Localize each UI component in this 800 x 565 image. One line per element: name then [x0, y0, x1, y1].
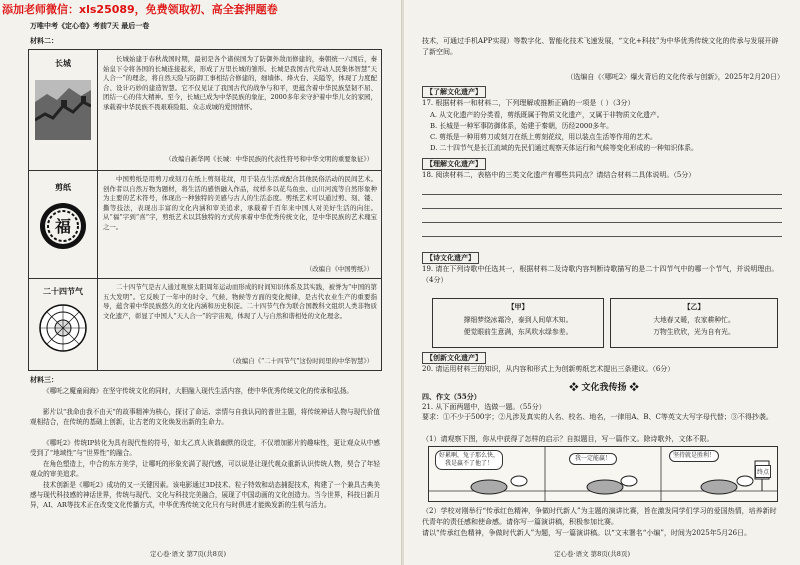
- material3-title: 材料三：: [30, 375, 58, 384]
- option-c: C. 剪纸是一种用剪刀或刻刀在纸上剪刻花纹，用以装点生活等作用的艺术。: [430, 133, 657, 141]
- section-tag: 【了解文化遗产】: [422, 86, 486, 98]
- question-21: 21. 从下面两题中，选做一题。（55分）: [422, 403, 546, 411]
- topic-2: （2）学校对刚举行“传承红色精神，争做时代新人”为主题的演讲比赛，旨在激发同学们学习的爱国热情，培养新时代青年的责任感和使命感。请你写一篇演讲稿，积极参加比赛。: [422, 507, 777, 526]
- table-row: [29, 278, 381, 370]
- poem-line: 撑细梦绕冰霜冷，泰到人间草木知。: [463, 316, 573, 324]
- section-tag: 【诗文化遗产】: [422, 252, 479, 264]
- writing-title: 四、作文（55分）: [422, 392, 481, 401]
- row-text: 二十四节气是古人通过观察太阳周年运动而形成的时间知识体系及其实践，被誉为“中国的第五大发明”。它反映了一年中的时令、气候、物候等方面的变化规律，是古代农业生产的重要指导，蕴含着中华民族悠久的文化内涵和历史积淀。二十四节气作为联合国教科文组织人类非物质文化遗产，彰显了中国人“天人合一”的宇宙观，体现了人与自然和谐相处的文化理念。: [103, 283, 377, 320]
- question-18: 18. 阅读材料二，表格中的三类文化遗产有哪些共同点？请结合材料二具体说明。（5分）: [422, 171, 696, 179]
- section-title: ❖ 文化我传扬 ❖: [569, 383, 639, 393]
- watermark-text: 添加老师微信：xls25089，免费领取初、高全套押题卷: [2, 3, 278, 16]
- option-a: A. 从文化遗产的分类看，剪纸既属于物质文化遗产，又属于非物质文化遗产。: [430, 111, 664, 119]
- poem-label: 【甲】: [507, 302, 529, 311]
- option-b: B. 长城是一种军事防御体系，始建于秦朝，历经2000多年。: [430, 122, 613, 130]
- writing-requirements: 要求：①不少于500字；②凡涉及真实的人名、校名、地名，一律用A、B、C等英文大写字母代替；③不得抄袭。: [422, 413, 773, 421]
- speech-bubble: 坚持就是胜利！: [669, 450, 719, 462]
- material3-paragraph: 《哪吒之魔童闹海》在坚守传统文化的同时，大胆融入现代生活内容，使中华优秀传统文化的传承和弘扬。: [43, 387, 353, 395]
- row-source: （改编自新华网《长城：中华民族的代表性符号和中华文明的重要象征》）: [165, 155, 373, 163]
- row-name: 长城: [55, 58, 71, 68]
- speech-bubble: 我一定能赢！: [569, 453, 617, 465]
- tortoise-hare-cartoon: [428, 446, 778, 502]
- page-footer: 定心卷·语文 第7页(共8页): [150, 550, 226, 558]
- section-tag: 【创新文化遗产】: [422, 352, 486, 364]
- material3-paragraph: 在角色塑造上，中合的东方美学，让哪吒的形象充满了现代感，可以说是让现代观众重新认识传统人物，契合了年轻观众的审美追求。: [30, 460, 380, 478]
- section-tag: 【理解文化遗产】: [422, 158, 486, 170]
- row-source: （改编自《中国剪纸》）: [305, 265, 373, 273]
- intro-source: （选编自《〈哪吒2〉爆火背后的文化传承与创新》，2025年2月20日）: [566, 73, 784, 81]
- row-source: （改编自《“二十四节气”这份时间里的中华智慧》）: [229, 357, 373, 365]
- row-name: 剪纸: [55, 182, 71, 192]
- table-row: [29, 50, 381, 171]
- material3-paragraph: 技术创新是《哪吒2》成功的又一关键因素。该电影通过3D技术、粒子特效和动态捕捉技术，构建了一个兼具古典美感与现代科技感的神话世界，传统与现代、文化与科技完美融合，展现了中国动画的文化创造力。当今世界，科技日新月异，AI、AR等技术正在改变文化传播方式，中华优秀传统文化只有与时俱进才能焕发新的生机与活力。: [30, 481, 380, 509]
- topic-2-instruction: 请以“传承红色精神，争做时代新人”为题，写一篇演讲稿。以“文末署名“小编”，时间为2025年5月26日。: [422, 529, 752, 537]
- page-header: 万唯中考《定心卷》考前7天 最后一卷: [30, 21, 150, 30]
- paper-cut-fu-image: [39, 202, 87, 250]
- poem-line: 万物生欣欣，光为自有光。: [653, 328, 735, 336]
- svg-text:福: 福: [54, 217, 72, 236]
- writing-section: [404, 380, 800, 565]
- material3-paragraph: 影片以“我命由我不由天”的故事精神为核心，探讨了命运、亲情与自我认同的普世主题，将传统神话人物与现代价值观相结合，在传统的基础上创新，让古老的文化焕发出新的生命力。: [30, 408, 380, 426]
- table-row: [29, 170, 381, 279]
- option-d: D. 二十四节气是长江流域的先民们通过观察天体运行和气候等变化形成的一种知识体系。: [430, 144, 698, 152]
- question-20: 20. 请运用材料三的知识，从内容和形式上为创新剪纸艺术提出三条建议。（6分）: [422, 365, 675, 373]
- material3-paragraph: 《哪吒2》传统IP转化为具有现代性的符号，如太乙真人诙谐幽默的设定，不仅增加影片的趣味性，更让观众从中感受到了“地域性”与“世界性”的融合。: [30, 439, 380, 457]
- poem-line: 便觉眼前生意满，东风吹水绿参差。: [463, 328, 573, 336]
- intro-text: 技术，可通过手机APP实现）等数字化、智能化技术飞速发展，“文化+科技”为中华优秀传统文化的传承与发展开辟了新空间。: [422, 37, 779, 56]
- question-19: 19. 请在下列诗歌中任选其一，根据材料二及诗歌内容判断诗歌描写的是二十四节气中的哪一个节气，并说明理由。（4分）: [422, 265, 779, 284]
- material2-title: 材料二：: [30, 36, 58, 45]
- row-text: 中国剪纸是用剪刀或刻刀在纸上剪刻花纹，用于装点生活或配合其他民俗活动的民间艺术。创作者以自然万物为题材，将生活的感悟融入作品，纹样多以花鸟鱼虫、山川河流等自然形象种为主要的艺术符号，体现出一种独特的美感与古人的生活态度。剪纸艺术可以通过剪、刻、镂、撕等技法，表现出丰富的文化内涵和审美追求，承载着千百年来中国人对美好生活的向往。从“福”字到“喜”字，剪纸艺术以其独特的方式传承着中华优秀传统文化，是中华民族的艺术瑰宝之一。: [103, 175, 377, 231]
- finish-sign: 终点: [755, 465, 771, 478]
- row-text: 长城始建于春秋战国时期，最初是各个诸侯国为了防御外敌而修建的，秦朝统一六国后，秦始皇下令将各国的长城连接起来，形成了万里长城的雏形。长城是我国古代劳动人民集体智慧“天人合一”的理念，将自然天险与防御工事相结合修建的，细墙体、烽火台、关隘等，体现了力度配合、设计巧妙的建造智慧。它不仅见证了我国古代的战争与和平，更蕴含着中华民族坚韧不屈、团结一心的伟大精神。至今，长城已成为中华民族的象征，2000多年来守护着中华儿女的家园，承载着中华民族不畏艰难险阻、众志成城的爱国情怀。: [103, 55, 377, 111]
- question-17: 17. 根据材料一和材料二，下列理解或推断正确的一项是（ ）（3分）: [422, 99, 635, 107]
- heritage-table: [28, 49, 382, 371]
- topic-1: （1）请观察下图，你从中获得了怎样的启示？自拟题目，写一篇作文。除诗歌外，文体不限。: [422, 435, 714, 443]
- great-wall-image: [35, 80, 91, 140]
- speech-bubble: 好累啊，兔子那么快，我是赢不了他了！: [435, 450, 503, 470]
- poem-label: 【乙】: [683, 302, 705, 311]
- page-footer: 定心卷·语文 第8页(共8页): [554, 550, 630, 558]
- poem-line: 大地春又暖，农家耕种忙。: [653, 316, 735, 324]
- row-name: 二十四节气: [43, 286, 83, 296]
- solar-terms-wheel-image: [39, 304, 87, 352]
